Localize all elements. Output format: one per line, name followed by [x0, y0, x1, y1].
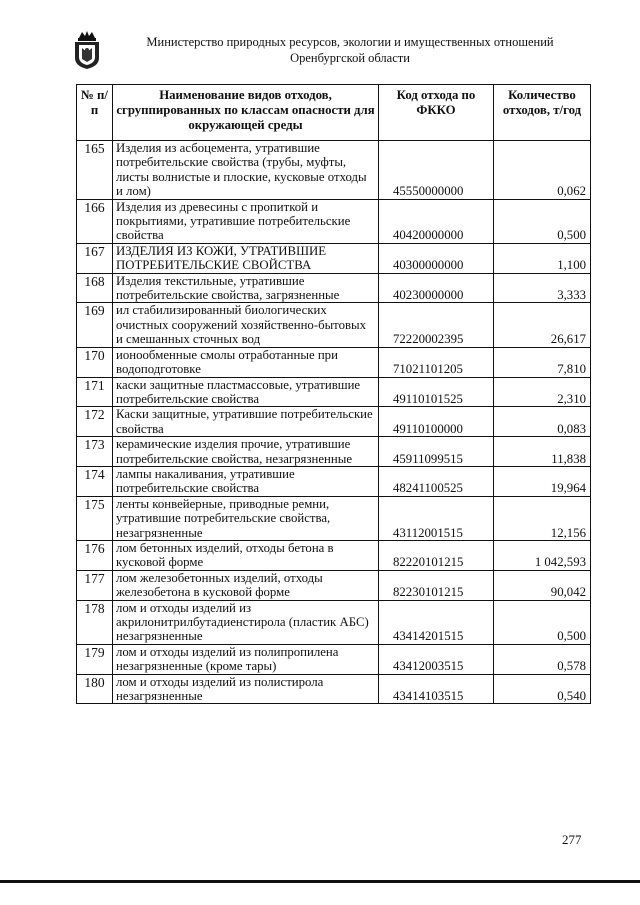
waste-name-cell: лом бетонных изделий, отходы бетона в кусковой форме [113, 540, 379, 570]
row-number-cell: 167 [77, 243, 113, 273]
row-number-cell: 165 [77, 141, 113, 200]
quantity-cell: 1 042,593 [494, 540, 591, 570]
column-header-name: Наименование видов отходов, сгруппированных по классам опасности для окружающей среды [113, 85, 379, 141]
row-number-cell: 171 [77, 377, 113, 407]
quantity-cell: 0,540 [494, 674, 591, 704]
table-row [77, 199, 591, 243]
row-number-cell: 169 [77, 303, 113, 347]
waste-name-cell: Каски защитные, утратившие потребительские свойства [113, 407, 379, 437]
waste-name-cell: керамические изделия прочие, утратившие потребительские свойства, незагрязненные [113, 437, 379, 467]
table-row [77, 466, 591, 496]
quantity-cell: 0,083 [494, 407, 591, 437]
ministry-header [110, 34, 590, 66]
table-row [77, 243, 591, 273]
waste-name-cell: Изделия из асбоцемента, утратившие потребительские свойства (трубы, муфты, листы волнистые и плоские, кусковые отходы и лом) [113, 141, 379, 200]
row-number-cell: 170 [77, 347, 113, 377]
waste-name-cell: ИЗДЕЛИЯ ИЗ КОЖИ, УТРАТИВШИЕ ПОТРЕБИТЕЛЬСКИЕ СВОЙСТВА [113, 243, 379, 273]
page-number: 277 [562, 832, 582, 847]
row-number-cell: 173 [77, 437, 113, 467]
row-number-cell: 168 [77, 273, 113, 303]
row-number-cell: 172 [77, 407, 113, 437]
waste-name-cell: каски защитные пластмассовые, утратившие потребительские свойства [113, 377, 379, 407]
table-row [77, 437, 591, 467]
waste-name-cell: Изделия из древесины с пропиткой и покрытиями, утратившие потребительские свойства [113, 199, 379, 243]
row-number-cell: 176 [77, 540, 113, 570]
coat-of-arms-icon [72, 28, 102, 70]
quantity-cell: 3,333 [494, 273, 591, 303]
quantity-cell: 1,100 [494, 243, 591, 273]
waste-name-cell: Изделия текстильные, утратившие потребительские свойства, загрязненные [113, 273, 379, 303]
quantity-cell: 7,810 [494, 347, 591, 377]
waste-name-cell: лом железобетонных изделий, отходы железобетона в кусковой форме [113, 570, 379, 600]
table-row [77, 570, 591, 600]
table-row [77, 377, 591, 407]
waste-table [76, 84, 591, 704]
fkko-code-cell: 49110101525 [379, 377, 494, 407]
table-row [77, 347, 591, 377]
row-number-cell: 178 [77, 600, 113, 644]
fkko-code-cell: 48241100525 [379, 466, 494, 496]
row-number-cell: 166 [77, 199, 113, 243]
table-body [77, 141, 591, 704]
quantity-cell: 2,310 [494, 377, 591, 407]
quantity-cell: 0,500 [494, 199, 591, 243]
quantity-cell: 0,578 [494, 644, 591, 674]
fkko-code-cell: 40230000000 [379, 273, 494, 303]
fkko-code-cell: 71021101205 [379, 347, 494, 377]
column-header-num: № п/п [77, 85, 113, 141]
waste-name-cell: лом и отходы изделий из полистирола незагрязненные [113, 674, 379, 704]
quantity-cell: 11,838 [494, 437, 591, 467]
table-header-row [77, 85, 591, 141]
fkko-code-cell: 43414201515 [379, 600, 494, 644]
table-row [77, 600, 591, 644]
ministry-name: Министерство природных ресурсов, экологии и имущественных отношений [146, 35, 554, 49]
column-header-code: Код отхода по ФККО [379, 85, 494, 141]
fkko-code-cell: 45550000000 [379, 141, 494, 200]
column-header-quantity: Количество отходов, т/год [494, 85, 591, 141]
waste-name-cell: лом и отходы изделий из акрилонитрилбутадиенстирола (пластик АБС) незагрязненные [113, 600, 379, 644]
fkko-code-cell: 82220101215 [379, 540, 494, 570]
quantity-cell: 12,156 [494, 496, 591, 540]
table-row [77, 407, 591, 437]
table-row [77, 674, 591, 704]
waste-name-cell: ил стабилизированный биологических очистных сооружений хозяйственно-бытовых и смешанных сточных вод [113, 303, 379, 347]
bottom-rule [0, 880, 640, 883]
waste-name-cell: ленты конвейерные, приводные ремни, утратившие потребительские свойства, незагрязненные [113, 496, 379, 540]
table-row [77, 540, 591, 570]
fkko-code-cell: 49110100000 [379, 407, 494, 437]
fkko-code-cell: 43112001515 [379, 496, 494, 540]
waste-name-cell: ионообменные смолы отработанные при водоподготовке [113, 347, 379, 377]
quantity-cell: 0,500 [494, 600, 591, 644]
fkko-code-cell: 40420000000 [379, 199, 494, 243]
fkko-code-cell: 43412003515 [379, 644, 494, 674]
waste-name-cell: лампы накаливания, утратившие потребительские свойства [113, 466, 379, 496]
waste-name-cell: лом и отходы изделий из полипропилена незагрязненные (кроме тары) [113, 644, 379, 674]
fkko-code-cell: 40300000000 [379, 243, 494, 273]
table-row [77, 496, 591, 540]
fkko-code-cell: 45911099515 [379, 437, 494, 467]
table-row [77, 303, 591, 347]
quantity-cell: 26,617 [494, 303, 591, 347]
row-number-cell: 177 [77, 570, 113, 600]
quantity-cell: 19,964 [494, 466, 591, 496]
row-number-cell: 174 [77, 466, 113, 496]
row-number-cell: 179 [77, 644, 113, 674]
table-row [77, 273, 591, 303]
fkko-code-cell: 72220002395 [379, 303, 494, 347]
quantity-cell: 0,062 [494, 141, 591, 200]
row-number-cell: 175 [77, 496, 113, 540]
fkko-code-cell: 82230101215 [379, 570, 494, 600]
region-name: Оренбургской области [290, 51, 410, 65]
row-number-cell: 180 [77, 674, 113, 704]
table-row [77, 644, 591, 674]
fkko-code-cell: 43414103515 [379, 674, 494, 704]
table-row [77, 141, 591, 200]
quantity-cell: 90,042 [494, 570, 591, 600]
